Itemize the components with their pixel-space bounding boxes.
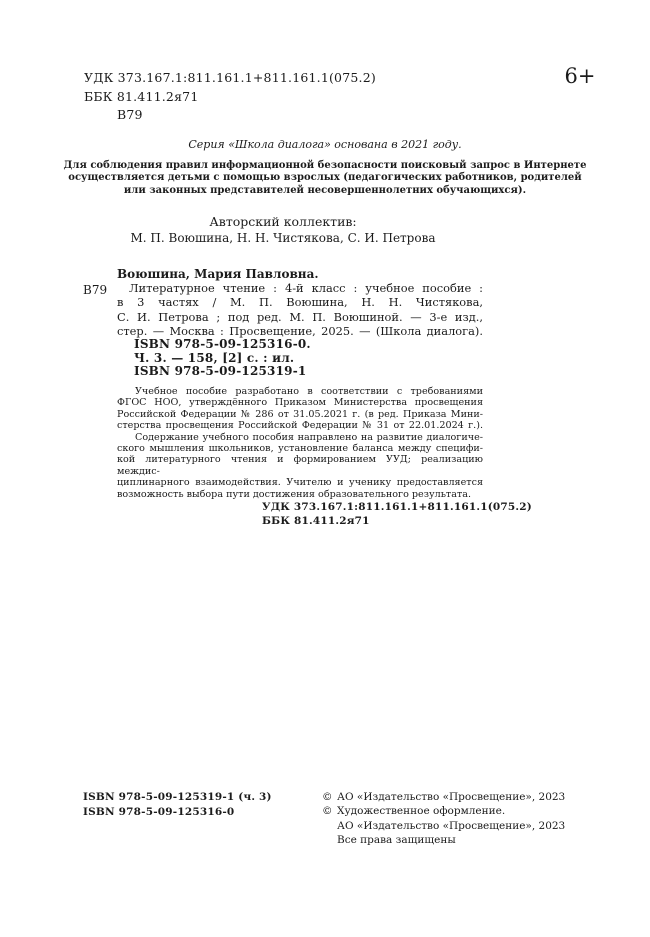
card-body [83, 281, 532, 529]
fgos-annotation [117, 386, 483, 432]
copyright-row [322, 790, 565, 804]
copyright-icon: © [322, 791, 333, 803]
card-description-line: С. И. Петрова ; под ред. М. П. Воюшиной. — 3-е изд., [117, 309, 483, 324]
author-sign-code: В79 [117, 107, 143, 122]
age-rating-badge: 6+ [564, 64, 596, 88]
content-annotation [117, 432, 483, 500]
copyright-row [322, 819, 565, 833]
card-description [117, 281, 483, 338]
card-edition-block [117, 338, 483, 379]
safety-notice-line: осуществляется детьми с помощью взрослых (педагогических работников, родителей [68, 172, 582, 184]
card-description-line: в 3 частях / М. П. Воюшина, Н. Н. Чистякова, [117, 295, 483, 310]
content-annotation-line: Содержание учебного пособия направлено на развитие диалогиче- [135, 431, 483, 443]
copyright-row [322, 833, 565, 847]
udk-code-bottom: УДК 373.167.1:811.161.1+811.161.1(075.2) [262, 501, 532, 514]
copyright-block [322, 790, 565, 848]
copyright-text: АО «Издательство «Просвещение», 2023 [337, 819, 566, 832]
copyright-text: АО «Издательство «Просвещение», 2023 [337, 791, 566, 803]
card-description-line: стер. — Москва : Просвещение, 2025. — (Школа диалога). [117, 323, 483, 338]
catalog-card [83, 267, 532, 529]
safety-notice-line: Для соблюдения правил информационной безопасности поисковый запрос в Интернете [63, 160, 587, 171]
fgos-annotation-line: стерства просвещения Российской Федерации № 31 от 22.01.2024 г.). [117, 420, 483, 432]
isbn-part-line: ISBN 978-5-09-125316-0. [134, 337, 311, 352]
fgos-annotation-line: Российской Федерации № 286 от 31.05.2021 г. (в ред. Приказа Мини- [117, 408, 483, 420]
bbk-code-bottom: ББК 81.411.2я71 [262, 514, 370, 527]
bottom-codes-block [262, 501, 532, 529]
copyright-icon: © [322, 805, 333, 818]
footer-isbn-line: ISBN 978-5-09-125319-1 (ч. 3) [83, 791, 272, 803]
series-note: Серия «Школа диалога» основана в 2021 году. [188, 138, 462, 151]
safety-notice [0, 160, 650, 197]
footer-isbn-block [83, 790, 272, 820]
content-annotation-line: циплинарного взаимодействия. Учителю и ученику предоставляется [117, 477, 483, 489]
authors-heading: Авторский коллектив: [209, 214, 357, 229]
footer-isbn-line: ISBN 978-5-09-125316-0 [83, 806, 235, 818]
card-author-header: Воюшина, Мария Павловна. [117, 267, 319, 281]
content-annotation-line: кой литературного чтения и формированием УУД; реализацию междис- [117, 454, 483, 477]
fgos-annotation-line: ФГОС НОО, утверждённого Приказом Министерства просвещения [117, 397, 483, 409]
safety-notice-line: или законных представителей несовершеннолетних обучающихся). [123, 184, 527, 196]
authors-names: М. П. Воюшина, Н. Н. Чистякова, С. И. Петрова [130, 231, 436, 245]
fgos-annotation-line: Учебное пособие разработано в соответствии с требованиями [135, 385, 483, 397]
footer [83, 790, 613, 860]
udk-code: УДК 373.167.1:811.161.1+811.161.1(075.2) [84, 70, 376, 85]
copyright-text: Все права защищены [337, 834, 456, 847]
copyright-text: Художественное оформление. [337, 805, 506, 818]
top-codes-block [84, 69, 376, 125]
bbk-code: ББК 81.411.2я71 [84, 88, 199, 104]
content-annotation-line: возможность выбора пути достижения образовательного результата. [117, 488, 472, 500]
isbn-part-line: ISBN 978-5-09-125319-1 [134, 364, 307, 379]
card-description-line: Литературное чтение : 4-й класс : учебное пособие : [129, 281, 483, 295]
card-entry-code: В79 [83, 283, 108, 297]
authors-block [83, 214, 483, 245]
isbn-part-line: Ч. 3. — 158, [2] с. : ил. [134, 350, 295, 365]
copyright-row [322, 804, 565, 818]
content-annotation-line: ского мышления школьников, установление баланса между специфи- [117, 443, 483, 454]
